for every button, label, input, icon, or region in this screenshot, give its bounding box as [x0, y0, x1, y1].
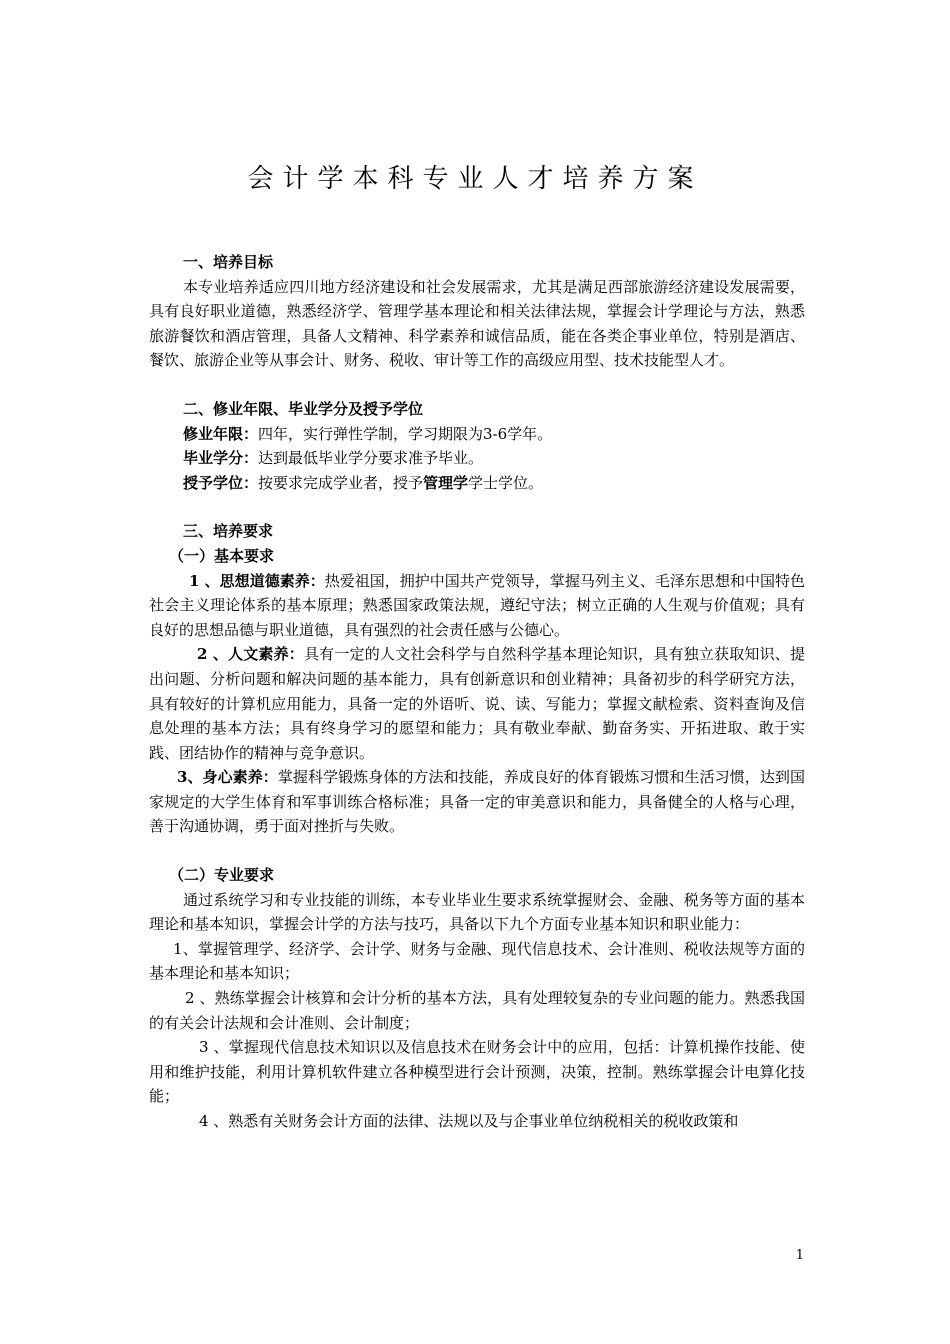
- degree-text-a: 按要求完成学业者，授予: [258, 473, 424, 492]
- req-moral-label: 1 、思想道德素养：: [189, 571, 325, 590]
- duration-line: [149, 422, 805, 447]
- section-heading-requirements: 三、培养要求: [183, 522, 274, 541]
- degree-line: [149, 471, 805, 496]
- duration-label: 修业年限：: [183, 424, 259, 443]
- section-heading-duration: 二、修业年限、毕业学分及授予学位: [183, 399, 424, 418]
- prof-item-1: 1、掌握管理学、经济学、会计学、财务与金融、现代信息技术、会计准则、税收法规等方面的基本理论和基本知识；: [149, 939, 805, 983]
- document-body: [149, 250, 805, 1134]
- prof-item-2: 2 、熟练掌握会计核算和会计分析的基本方法，具有处理较复杂的专业问题的能力。熟悉我国的有关会计法规和会计准则、会计制度；: [149, 989, 805, 1032]
- section-heading-goals: 一、培养目标: [183, 253, 274, 271]
- degree-label: 授予学位：: [183, 473, 259, 492]
- req-moral: [149, 569, 805, 643]
- req-physical: [149, 765, 805, 839]
- req-moral-text: 热爱祖国，拥护中国共产党领导，掌握马列主义、毛泽东思想和中国特色社会主义理论体系的基本原理；熟悉国家政策法规，遵纪守法；树立正确的人生观与价值观；具有良好的思想品德与职业道德，具有强烈的社会责任感与公德心。: [149, 571, 805, 639]
- duration-text: 四年，实行弹性学制，学习期限为3-6学年。: [258, 424, 553, 443]
- subheading-professional: （二）专业要求: [169, 866, 275, 885]
- req-humanities: [149, 642, 805, 765]
- prof-item-4: 4 、熟悉有关财务会计方面的法律、法规以及与企事业单位纳税相关的税收政策和: [199, 1112, 739, 1130]
- req-humanities-text: 具有一定的人文社会科学与自然科学基本理论知识，具有独立获取知识、提出问题、分析问题和解决问题的基本能力，具有创新意识和创业精神；具备初步的科学研究方法，具有较好的计算机应用能力，具备一定的外语听、说、读、写能力；掌握文献检索、资料查询及信息处理的基本方法；具有终身学习的愿望和能力；具有敬业奉献、勤奋务实、开拓进取、敢于实践、团结协作的精神与竞争意识。: [149, 645, 805, 762]
- prof-intro: 通过系统学习和专业技能的训练，本专业毕业生要求系统掌握财会、金融、税务等方面的基本理论和基本知识，掌握会计学的方法与技巧，具备以下九个方面专业基本知识和职业能力：: [149, 890, 805, 934]
- req-physical-label: 3、身心素养：: [177, 768, 278, 787]
- credits-text: 达到最低毕业学分要求准予毕业。: [258, 449, 484, 468]
- degree-text-b: 学士学位。: [468, 473, 544, 492]
- credits-label: 毕业学分：: [183, 449, 259, 468]
- prof-item-3: 3 、掌握现代信息技术知识以及信息技术在财务会计中的应用，包括：计算机操作技能、使用和维护技能，利用计算机软件建立各种模型进行会计预测，决策，控制。熟练掌握会计电算化技能；: [149, 1038, 805, 1106]
- req-humanities-label: 2 、人文素养：: [197, 645, 304, 664]
- req-physical-text: 掌握科学锻炼身体的方法和技能，养成良好的体育锻炼习惯和生活习惯，达到国家规定的大学生体育和军事训练合格标准；具备一定的审美意识和能力，具备健全的人格与心理，善于沟通协调，勇于面对挫折与失败。: [149, 768, 805, 836]
- goals-paragraph: 本专业培养适应四川地方经济建设和社会发展需求，尤其是满足西部旅游经济建设发展需要，具有良好职业道德，熟悉经济学、管理学基本理论和相关法律法规，掌握会计学理论与方法，熟悉旅游餐饮和酒店管理，具备人文精神、科学素养和诚信品质，能在各类企事业单位，特别是酒店、餐饮、旅游企业等从事会计、财务、税收、审计等工作的高级应用型、技术技能型人才。: [149, 277, 805, 370]
- page-title: 会计学本科专业人才培养方案: [247, 164, 703, 194]
- page-number: 1: [795, 1248, 804, 1263]
- credits-line: [149, 446, 805, 471]
- degree-field: 管理学: [423, 473, 469, 492]
- subheading-basic: （一）基本要求: [169, 546, 275, 565]
